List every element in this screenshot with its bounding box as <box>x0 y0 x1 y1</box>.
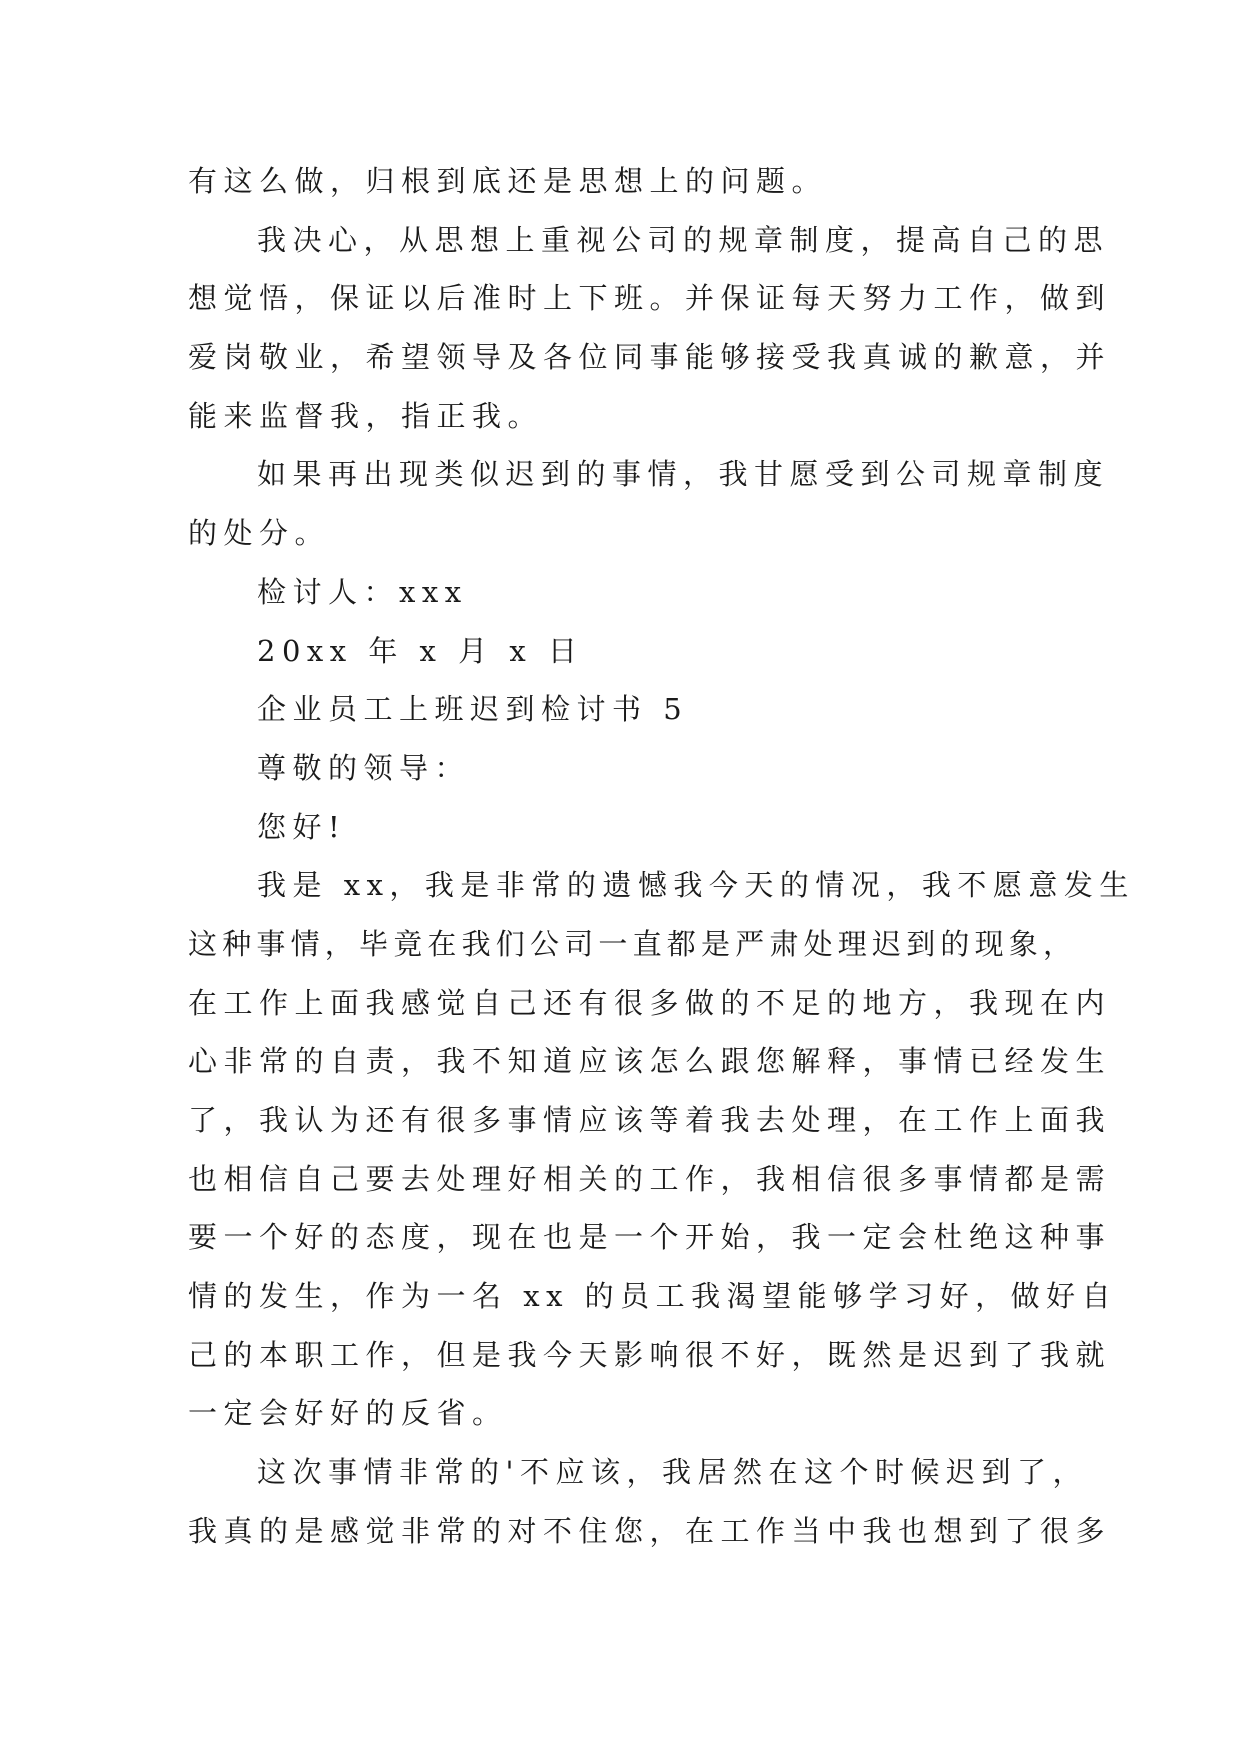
text-line: 也相信自己要去处理好相关的工作，我相信很多事情都是需 <box>188 1161 1112 1196</box>
text-line: 我决心，从思想上重视公司的规章制度，提高自己的思 <box>257 222 1110 257</box>
text-line: 这次事情非常的'不应该，我居然在这个时候迟到了， <box>257 1455 1088 1490</box>
text-line: 爱岗敬业，希望领导及各位同事能够接受我真诚的歉意，并 <box>188 340 1112 375</box>
text-line: 有这么做，归根到底还是思想上的问题。 <box>188 164 828 198</box>
text-line: 了，我认为还有很多事情应该等着我去处理，在工作上面我 <box>188 1103 1112 1137</box>
text-line: 我是 xx，我是非常的遗憾我今天的情况，我不愿意发生 <box>257 868 1135 903</box>
document-body <box>188 152 1135 1561</box>
text-line: 情的发生，作为一名 xx 的员工我渴望能够学习好，做好自 <box>188 1279 1118 1314</box>
date-line: 20xx 年 x 月 x 日 <box>257 633 584 668</box>
text-line: 要一个好的态度，现在也是一个开始，我一定会杜绝这种事 <box>188 1220 1112 1255</box>
text-line: 想觉悟，保证以后准时上下班。并保证每天努力工作，做到 <box>188 281 1112 316</box>
salutation: 尊敬的领导： <box>257 750 471 785</box>
text-line: 一定会好好的反省。 <box>188 1396 508 1431</box>
text-line: 在工作上面我感觉自己还有很多做的不足的地方，我现在内 <box>188 985 1112 1020</box>
text-line: 这种事情，毕竟在我们公司一直都是严肃处理迟到的现象， <box>188 926 1078 961</box>
text-line: 心非常的自责，我不知道应该怎么跟您解释，事情已经发生 <box>188 1044 1112 1079</box>
section-title: 企业员工上班迟到检讨书 5 <box>257 692 689 727</box>
greeting: 您好! <box>257 809 347 844</box>
text-line: 我真的是感觉非常的对不住您，在工作当中我也想到了很多 <box>188 1513 1112 1548</box>
text-line: 如果再出现类似迟到的事情，我甘愿受到公司规章制度 <box>257 457 1110 492</box>
text-line: 能来监督我，指正我。 <box>188 398 544 433</box>
text-line: 的处分。 <box>188 516 331 551</box>
text-line: 己的本职工作，但是我今天影响很不好，既然是迟到了我就 <box>188 1337 1112 1372</box>
signer-line: 检讨人：xxx <box>257 574 468 609</box>
